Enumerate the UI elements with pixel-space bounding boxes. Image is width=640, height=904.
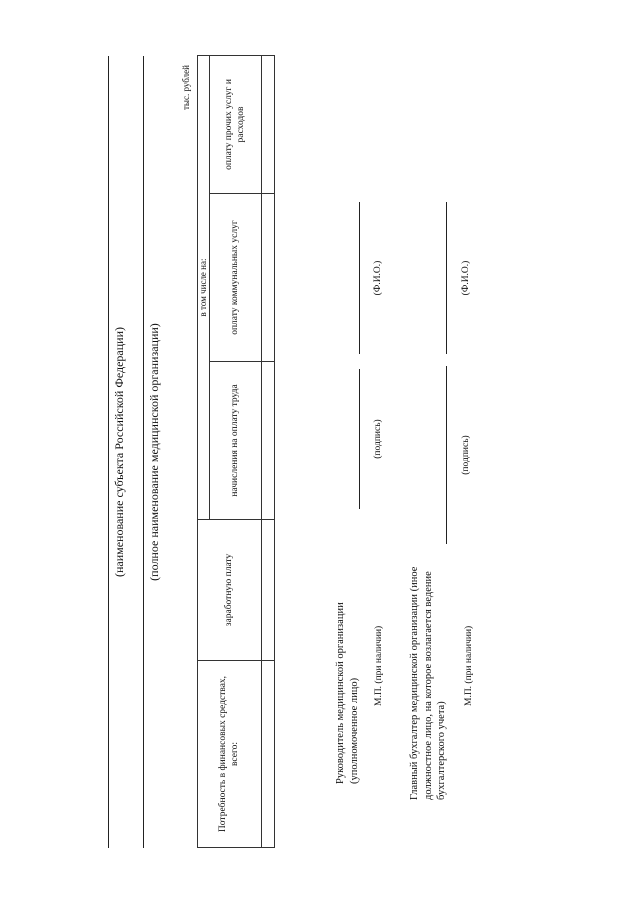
- head-mp: М.П. (при наличии): [374, 625, 384, 706]
- accountant-signature-caption: (подпись): [461, 435, 471, 475]
- accountant-signature-line: [446, 366, 447, 544]
- needs-table: [197, 55, 275, 848]
- cell: [262, 520, 275, 661]
- unit-label: тыс. рублей: [181, 65, 191, 110]
- subject-name-line: [108, 56, 109, 848]
- subject-caption: (наименование субъекта Российской Федерации): [112, 326, 126, 578]
- cell: [262, 55, 275, 193]
- header-other: оплату прочих услуг и расходов: [210, 55, 262, 193]
- accountant-mp: М.П. (при наличии): [464, 625, 474, 706]
- head-signature-line: [359, 369, 360, 509]
- table-row: [262, 55, 275, 847]
- head-title: Руководитель медицинской организации (уполномоченное лицо): [335, 602, 360, 784]
- header-payroll: начисления на оплату труда: [210, 362, 262, 520]
- accountant-name-caption: (Ф.И.О.): [461, 260, 471, 296]
- head-signature-caption: (подпись): [373, 419, 383, 459]
- org-caption: (полное наименование медицинской организации): [147, 323, 161, 581]
- cell: [262, 661, 275, 848]
- accountant-name-line: [446, 202, 447, 354]
- header-salary: заработную плату: [198, 520, 262, 661]
- head-name-caption: (Ф.И.О.): [373, 260, 383, 296]
- org-name-line: [143, 56, 144, 848]
- cell: [262, 194, 275, 362]
- head-name-line: [359, 202, 360, 354]
- header-utilities: оплату коммунальных услуг: [210, 194, 262, 362]
- cell: [262, 362, 275, 520]
- header-group: в том числе на:: [198, 55, 210, 519]
- header-total: Потребность в финансовых средствах, всего:: [198, 661, 262, 848]
- accountant-title: Главный бухгалтер медицинской организации (иное должностное лицо, на которое возлагается ведение бухгалтерского учета): [409, 566, 448, 800]
